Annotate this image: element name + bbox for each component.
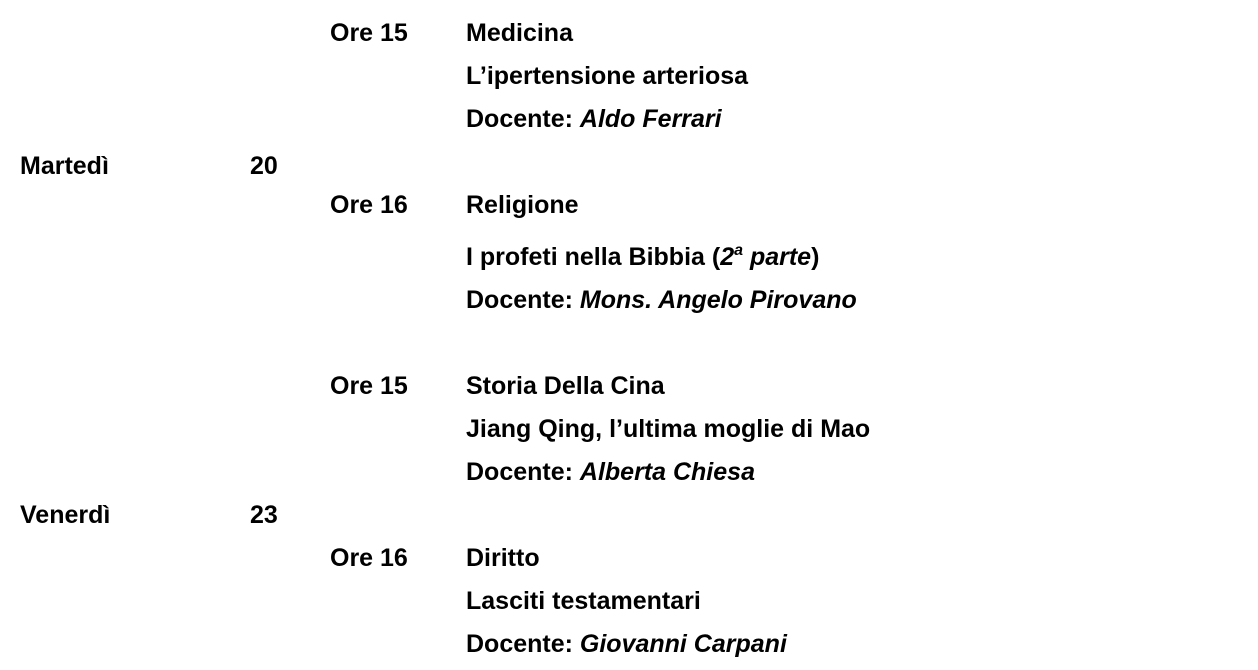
lecturer-name: Giovanni Carpani xyxy=(579,630,787,658)
lecture-subject: Religione xyxy=(466,191,579,219)
title-ordinal xyxy=(720,243,811,271)
lecture-lecturer xyxy=(466,629,787,659)
lecture-time: Ore 16 xyxy=(330,191,408,219)
lecture-time: Ore 15 xyxy=(330,19,408,47)
lecture-time: Ore 15 xyxy=(330,372,408,400)
day-date: 20 xyxy=(250,152,278,180)
ordinal-number: 2 xyxy=(720,243,735,271)
day-name: Martedì xyxy=(20,152,109,180)
lecture-subject: Diritto xyxy=(466,544,540,572)
lecture-title: Lasciti testamentari xyxy=(466,587,701,615)
lecturer-name: Aldo Ferrari xyxy=(579,105,722,133)
lecture-time: Ore 16 xyxy=(330,544,408,572)
lecture-lecturer xyxy=(466,285,857,315)
ordinal-suffix: a xyxy=(734,242,743,259)
day-name: Venerdì xyxy=(20,501,111,529)
lecture-subject: Medicina xyxy=(466,19,573,47)
lecture-title: Jiang Qing, l’ultima moglie di Mao xyxy=(466,415,871,443)
title-close: ) xyxy=(811,243,820,271)
lecturer-prefix: Docente: xyxy=(466,105,580,133)
lecturer-prefix: Docente: xyxy=(466,630,580,658)
ordinal-part: parte xyxy=(743,243,812,271)
lecturer-prefix: Docente: xyxy=(466,286,580,314)
lecture-subject: Storia Della Cina xyxy=(466,372,665,400)
lecture-title: L’ipertensione arteriosa xyxy=(466,62,749,90)
lecturer-name: Alberta Chiesa xyxy=(579,458,755,486)
lecture-title xyxy=(466,242,819,272)
lecturer-name: Mons. Angelo Pirovano xyxy=(579,286,857,314)
lecturer-prefix: Docente: xyxy=(466,458,580,486)
title-text: I profeti nella Bibbia ( xyxy=(466,243,721,271)
lecture-lecturer xyxy=(466,104,722,134)
lecture-lecturer xyxy=(466,457,755,487)
day-date: 23 xyxy=(250,501,278,529)
